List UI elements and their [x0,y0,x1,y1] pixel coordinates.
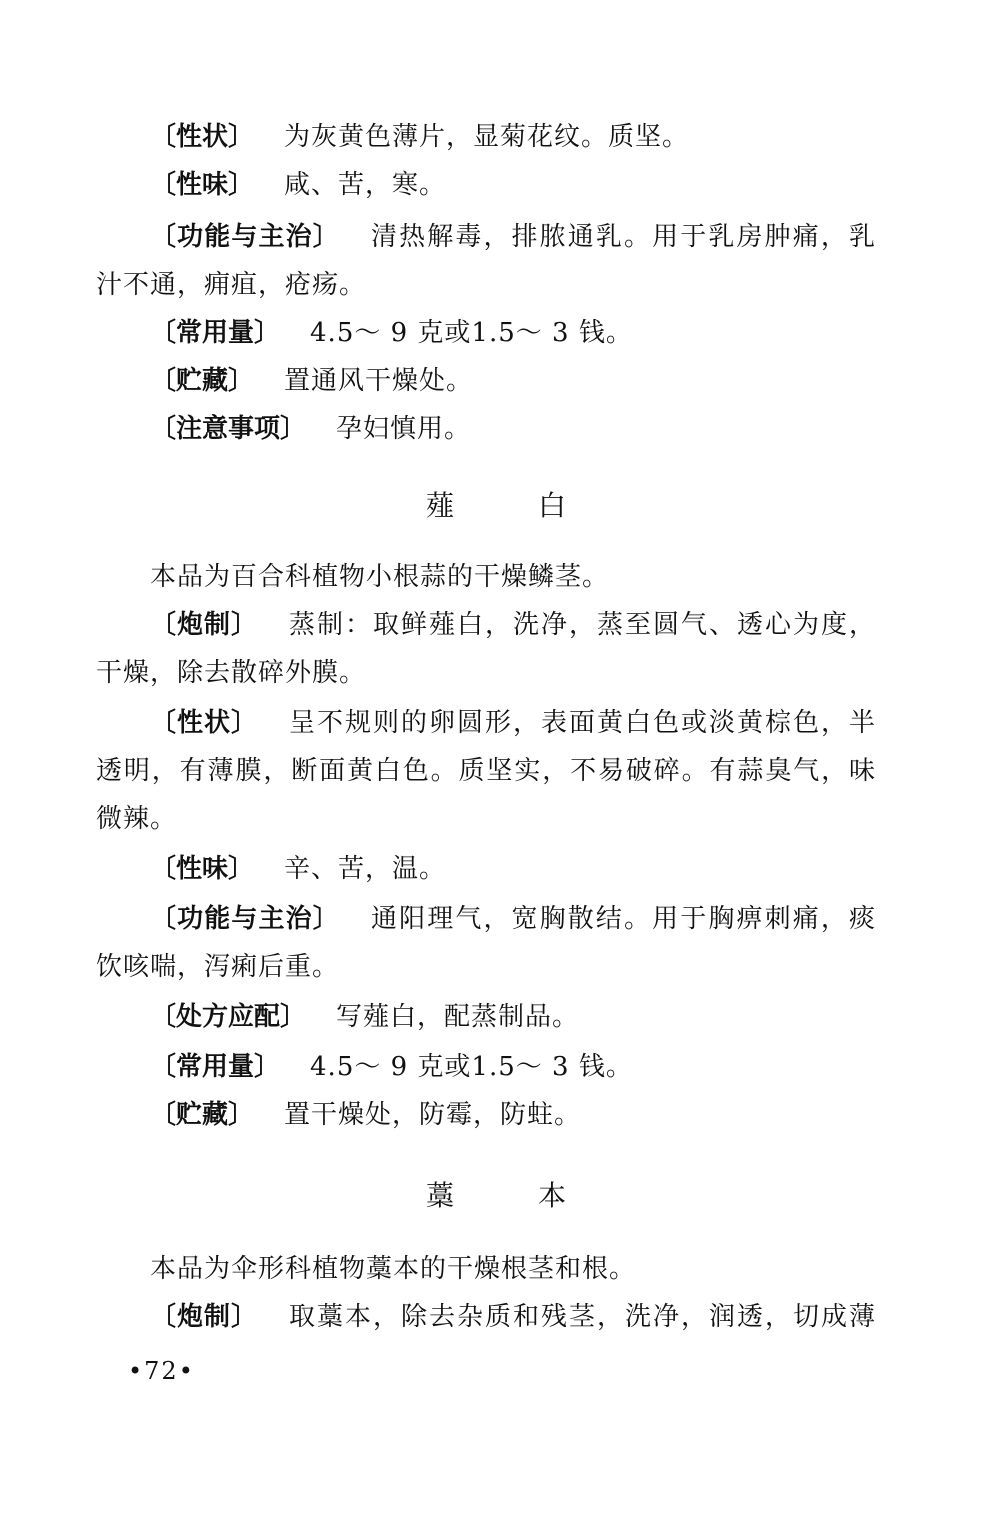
section-intro: 本品为百合科植物小根蒜的干燥鳞茎。 [150,562,610,592]
entry-tag: 〔贮藏〕 [150,1100,255,1130]
entry-property [150,706,876,740]
entry-caution [150,412,876,446]
entry-taste [150,852,876,886]
entry-processing-cont: 干燥，除去散碎外膜。 [96,658,367,688]
entry-text: 为灰黄色薄片，显菊花纹。质坚。 [284,122,690,152]
entry-text: 通阳理气，宽胸散结。用于胸痹刺痛，痰 [369,904,876,934]
entry-function-cont: 饮咳喘，泻痢后重。 [96,952,340,982]
entry-tag: 〔贮藏〕 [150,366,255,396]
entry-tag: 〔常用量〕 [150,1052,281,1082]
entry-text: 清热解毒，排脓通乳。用于乳房肿痛，乳 [369,222,876,252]
entry-text: 取藁本，除去杂质和残茎，洗净，润透，切成薄 [288,1302,876,1332]
entry-property [150,120,876,154]
entry-dosage [150,1050,876,1084]
entry-function [150,220,876,254]
entry-dosage [150,316,876,350]
entry-text: 孕妇慎用。 [336,414,472,444]
entry-property-cont: 透明，有薄膜，断面黄白色。质坚实，不易破碎。有蒜臭气，味 [96,756,876,786]
entry-property-cont2: 微辣。 [96,804,178,834]
page-number: •72• [128,1357,195,1385]
entry-processing [150,608,876,642]
entry-taste [150,168,876,202]
entry-text: 4.5～ 9 克或1.5～ 3 钱。 [310,1052,633,1082]
entry-text: 咸、苦，寒。 [284,170,447,200]
entry-text: 4.5～ 9 克或1.5～ 3 钱。 [310,318,633,348]
entry-prescription [150,1000,876,1034]
entry-function-cont: 汁不通，痈疽，疮疡。 [96,270,367,300]
entry-tag: 〔常用量〕 [150,318,281,348]
entry-tag: 〔性味〕 [150,170,255,200]
entry-tag: 〔注意事项〕 [150,414,307,444]
entry-storage [150,1098,876,1132]
section-title: 薤 白 [425,489,567,522]
entry-storage [150,364,876,398]
entry-function [150,902,876,936]
entry-processing [150,1300,876,1334]
entry-tag: 〔炮制〕 [150,1302,258,1332]
entry-text: 呈不规则的卵圆形，表面黄白色或淡黄棕色，半 [288,708,876,738]
section-title: 藁 本 [425,1179,567,1212]
entry-text: 蒸制：取鲜薤白，洗净，蒸至圆气、透心为度， [288,610,876,640]
section-intro: 本品为伞形科植物藁本的干燥根茎和根。 [150,1254,637,1284]
entry-tag: 〔性状〕 [150,708,258,738]
entry-text: 辛、苦，温。 [284,854,447,884]
entry-tag: 〔性味〕 [150,854,255,884]
entry-text: 置通风干燥处。 [284,366,474,396]
entry-tag: 〔功能与主治〕 [150,222,340,252]
entry-tag: 〔功能与主治〕 [150,904,340,934]
entry-text: 置干燥处，防霉，防蛀。 [284,1100,582,1130]
entry-tag: 〔性状〕 [150,122,255,152]
entry-tag: 〔炮制〕 [150,610,258,640]
entry-tag: 〔处方应配〕 [150,1002,307,1032]
entry-text: 写薤白，配蒸制品。 [336,1002,580,1032]
